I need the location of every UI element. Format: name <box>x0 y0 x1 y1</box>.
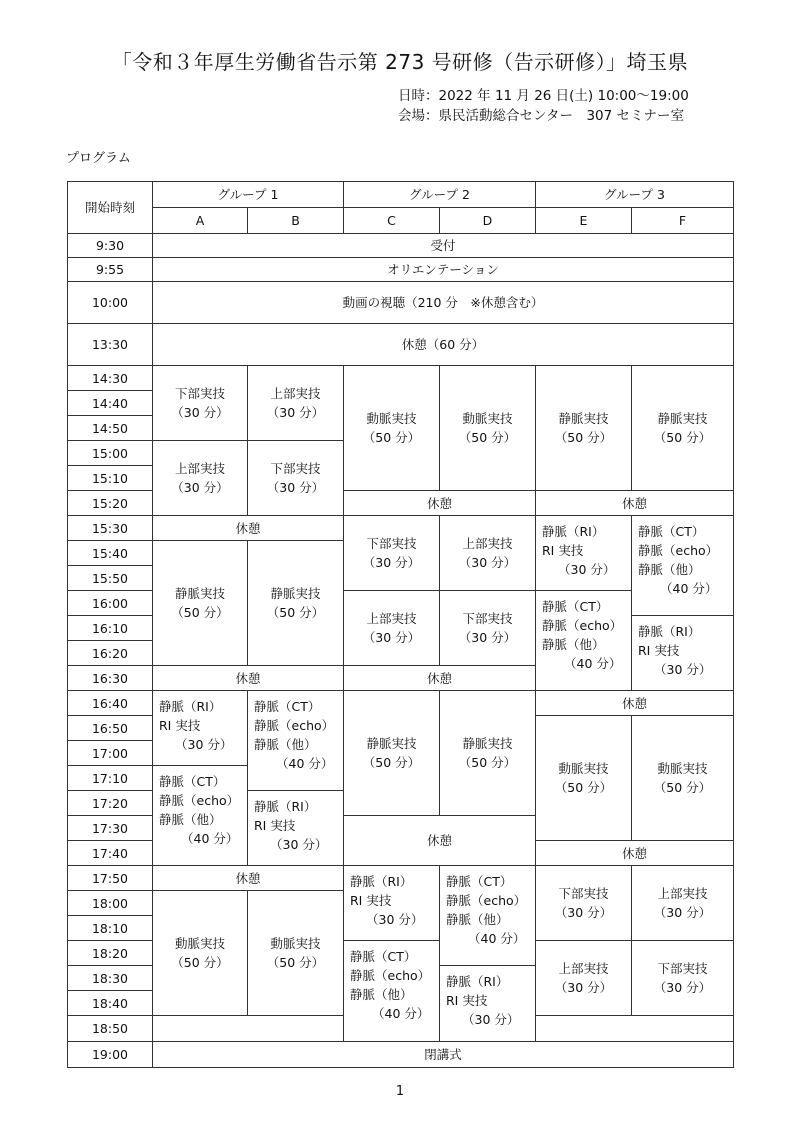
session-cell <box>632 716 734 841</box>
event-venue: 会場：県民活動総合センター 307 セミナー室 <box>398 108 685 124</box>
session-duration: （50 分） <box>266 605 325 620</box>
break-cell: 休憩 <box>536 841 734 866</box>
time-cell: 17:10 <box>68 766 153 791</box>
session-name: 下部実技 <box>657 961 708 976</box>
session-name: 静脈実技 <box>366 736 417 751</box>
time-cell: 15:30 <box>68 516 153 541</box>
session-name: RI 実技 <box>446 993 488 1008</box>
session-name: 静脈（CT） <box>542 599 609 614</box>
session-duration: （40 分） <box>181 831 239 846</box>
break-cell: 休憩 <box>536 491 734 516</box>
time-cell: 19:00 <box>68 1042 153 1068</box>
session-duration: （40 分） <box>276 756 334 771</box>
session-name: RI 実技 <box>350 893 392 908</box>
time-cell: 18:10 <box>68 916 153 941</box>
break-cell: 休憩 <box>344 666 536 691</box>
session-name: 静脈実技 <box>270 586 321 601</box>
event-date: 日時：2022 年 11 月 26 日(土) 10:00～19:00 <box>398 88 689 104</box>
subgroup-b: B <box>248 208 344 234</box>
session-duration: （50 分） <box>554 430 613 445</box>
session-name: 静脈（RI） <box>254 799 317 814</box>
session-name: 静脈（echo） <box>542 618 623 633</box>
session-duration: （30 分） <box>266 480 325 495</box>
session-duration: （40 分） <box>564 656 622 671</box>
session-name: 静脈実技 <box>174 586 225 601</box>
session-duration: （50 分） <box>554 780 613 795</box>
empty-cell <box>536 1016 734 1042</box>
session-cell <box>536 941 632 1016</box>
session-duration: （50 分） <box>362 430 421 445</box>
session-duration: （30 分） <box>458 630 517 645</box>
schedule-table <box>67 181 734 1068</box>
time-cell: 14:50 <box>68 416 153 441</box>
session-cell <box>344 941 440 1042</box>
session-name: 静脈（他） <box>159 812 222 827</box>
time-cell: 17:40 <box>68 841 153 866</box>
time-cell: 14:30 <box>68 366 153 391</box>
session-name: 静脈（echo） <box>254 718 335 733</box>
session-name: 下部実技 <box>174 386 225 401</box>
session-cell <box>440 366 536 491</box>
session-cell <box>440 591 536 666</box>
session-name: 下部実技 <box>462 611 513 626</box>
session-cell <box>536 716 632 841</box>
time-cell: 18:50 <box>68 1016 153 1042</box>
time-cell: 15:10 <box>68 466 153 491</box>
session-name: 上部実技 <box>558 961 609 976</box>
time-cell: 15:40 <box>68 541 153 566</box>
session-cell <box>153 541 248 666</box>
session-cell <box>248 791 344 866</box>
session-name: 動脈実技 <box>657 761 708 776</box>
session-duration: （30 分） <box>462 1012 520 1027</box>
time-cell: 16:00 <box>68 591 153 616</box>
session-name: 静脈（CT） <box>254 699 321 714</box>
session-name: 静脈（CT） <box>446 874 513 889</box>
session-cell <box>248 441 344 516</box>
session-duration: （50 分） <box>362 755 421 770</box>
time-cell: 18:20 <box>68 941 153 966</box>
session-name: 下部実技 <box>270 461 321 476</box>
time-cell: 13:30 <box>68 324 153 366</box>
session-cell <box>440 691 536 816</box>
session-duration: （30 分） <box>554 905 613 920</box>
reception-cell: 受付 <box>153 234 734 258</box>
session-cell <box>344 866 440 941</box>
session-duration: （30 分） <box>366 912 424 927</box>
session-duration: （30 分） <box>175 737 233 752</box>
session-name: 静脈（他） <box>350 987 413 1002</box>
session-duration: （50 分） <box>266 955 325 970</box>
session-name: 動脈実技 <box>174 936 225 951</box>
session-name: 静脈（CT） <box>638 524 705 539</box>
session-name: 静脈（RI） <box>446 974 509 989</box>
session-name: 下部実技 <box>366 536 417 551</box>
time-cell: 9:30 <box>68 234 153 258</box>
time-cell: 14:40 <box>68 391 153 416</box>
session-cell <box>344 591 440 666</box>
group-3-header: グループ 3 <box>536 182 734 208</box>
time-cell: 17:50 <box>68 866 153 891</box>
break-cell: 休憩 <box>153 666 344 691</box>
lunch-break-cell: 休憩（60 分） <box>153 324 734 366</box>
session-name: 上部実技 <box>462 536 513 551</box>
time-cell: 17:30 <box>68 816 153 841</box>
subgroup-a: A <box>153 208 248 234</box>
session-duration: （40 分） <box>660 581 718 596</box>
session-duration: （50 分） <box>458 430 517 445</box>
session-name: 上部実技 <box>657 886 708 901</box>
session-duration: （40 分） <box>372 1006 430 1021</box>
session-cell <box>344 366 440 491</box>
session-duration: （30 分） <box>558 562 616 577</box>
time-cell: 18:40 <box>68 991 153 1016</box>
session-duration: （30 分） <box>362 555 421 570</box>
orientation-cell: オリエンテーション <box>153 258 734 282</box>
session-name: 静脈実技 <box>558 411 609 426</box>
session-name: 静脈（echo） <box>446 893 527 908</box>
session-name: 静脈実技 <box>462 736 513 751</box>
session-cell <box>344 691 440 816</box>
session-cell <box>153 441 248 516</box>
session-name: 静脈（CT） <box>159 774 226 789</box>
session-cell <box>248 541 344 666</box>
subgroup-d: D <box>440 208 536 234</box>
session-cell <box>440 966 536 1042</box>
session-name: 動脈実技 <box>558 761 609 776</box>
empty-cell <box>153 1016 344 1042</box>
break-cell: 休憩 <box>536 691 734 716</box>
session-name: 静脈（echo） <box>159 793 240 808</box>
section-label: プログラム <box>66 151 131 166</box>
group-2-header: グループ 2 <box>344 182 536 208</box>
closing-ceremony-cell: 閉講式 <box>153 1042 734 1068</box>
session-duration: （50 分） <box>171 605 229 620</box>
session-cell <box>344 516 440 591</box>
session-name: 動脈実技 <box>366 411 417 426</box>
time-cell: 16:10 <box>68 616 153 641</box>
session-cell <box>248 691 344 791</box>
document-title: 「令和３年厚生労働省告示第 273 号研修（告示研修）」埼玉県 <box>111 50 689 74</box>
session-name: 下部実技 <box>558 886 609 901</box>
group-1-header: グループ 1 <box>153 182 344 208</box>
session-cell <box>632 941 734 1016</box>
time-cell: 18:30 <box>68 966 153 991</box>
session-duration: （30 分） <box>171 480 229 495</box>
session-name: 静脈（他） <box>254 737 317 752</box>
session-duration: （30 分） <box>458 555 517 570</box>
session-cell <box>153 766 248 866</box>
session-duration: （50 分） <box>458 755 517 770</box>
session-name: 静脈（RI） <box>350 874 413 889</box>
session-cell <box>153 691 248 766</box>
session-cell <box>248 891 344 1016</box>
time-cell: 17:00 <box>68 741 153 766</box>
session-name: 上部実技 <box>366 611 417 626</box>
session-name: RI 実技 <box>254 818 296 833</box>
session-cell <box>632 616 734 691</box>
session-duration: （30 分） <box>266 405 325 420</box>
session-name: 静脈（他） <box>446 912 509 927</box>
session-name: 静脈（RI） <box>159 699 222 714</box>
session-name: 動脈実技 <box>270 936 321 951</box>
break-cell: 休憩 <box>153 516 344 541</box>
time-cell: 18:00 <box>68 891 153 916</box>
session-cell <box>632 516 734 616</box>
break-cell: 休憩 <box>153 866 344 891</box>
session-name: 静脈（RI） <box>638 624 701 639</box>
time-cell: 16:30 <box>68 666 153 691</box>
session-cell <box>632 866 734 941</box>
start-time-header: 開始時刻 <box>68 182 153 234</box>
session-cell <box>536 516 632 591</box>
session-cell <box>153 366 248 441</box>
time-cell: 10:00 <box>68 282 153 324</box>
session-name: 静脈（他） <box>542 637 605 652</box>
time-cell: 9:55 <box>68 258 153 282</box>
session-cell <box>632 366 734 491</box>
session-name: 静脈（CT） <box>350 949 417 964</box>
time-cell: 17:20 <box>68 791 153 816</box>
session-name: 静脈（RI） <box>542 524 605 539</box>
session-name: 静脈（他） <box>638 562 701 577</box>
session-duration: （30 分） <box>653 980 712 995</box>
session-duration: （50 分） <box>171 955 229 970</box>
session-duration: （50 分） <box>653 430 712 445</box>
subgroup-f: F <box>632 208 734 234</box>
video-cell: 動画の視聴（210 分 ※休憩含む） <box>153 282 734 324</box>
time-cell: 16:40 <box>68 691 153 716</box>
session-cell <box>536 866 632 941</box>
session-name: RI 実技 <box>542 543 584 558</box>
subgroup-c: C <box>344 208 440 234</box>
session-duration: （30 分） <box>362 630 421 645</box>
session-name: 静脈実技 <box>657 411 708 426</box>
session-cell <box>536 366 632 491</box>
time-cell: 15:00 <box>68 441 153 466</box>
session-duration: （30 分） <box>270 837 328 852</box>
session-duration: （30 分） <box>653 905 712 920</box>
session-duration: （50 分） <box>653 780 712 795</box>
session-name: 静脈（echo） <box>350 968 431 983</box>
session-name: RI 実技 <box>159 718 201 733</box>
break-cell: 休憩 <box>344 491 536 516</box>
time-cell: 16:50 <box>68 716 153 741</box>
session-name: 動脈実技 <box>462 411 513 426</box>
time-cell: 15:50 <box>68 566 153 591</box>
session-name: 上部実技 <box>270 386 321 401</box>
time-cell: 15:20 <box>68 491 153 516</box>
session-cell <box>440 516 536 591</box>
session-name: 上部実技 <box>174 461 225 476</box>
session-name: 静脈（echo） <box>638 543 719 558</box>
session-name: RI 実技 <box>638 643 680 658</box>
time-cell: 16:20 <box>68 641 153 666</box>
subgroup-e: E <box>536 208 632 234</box>
session-duration: （30 分） <box>654 662 712 677</box>
session-duration: （40 分） <box>468 931 526 946</box>
session-duration: （30 分） <box>171 405 229 420</box>
session-cell <box>248 366 344 441</box>
session-duration: （30 分） <box>554 980 613 995</box>
session-cell <box>153 891 248 1016</box>
session-cell <box>440 866 536 966</box>
page-number: 1 <box>395 1084 405 1099</box>
session-cell <box>536 591 632 691</box>
break-cell: 休憩 <box>344 816 536 866</box>
